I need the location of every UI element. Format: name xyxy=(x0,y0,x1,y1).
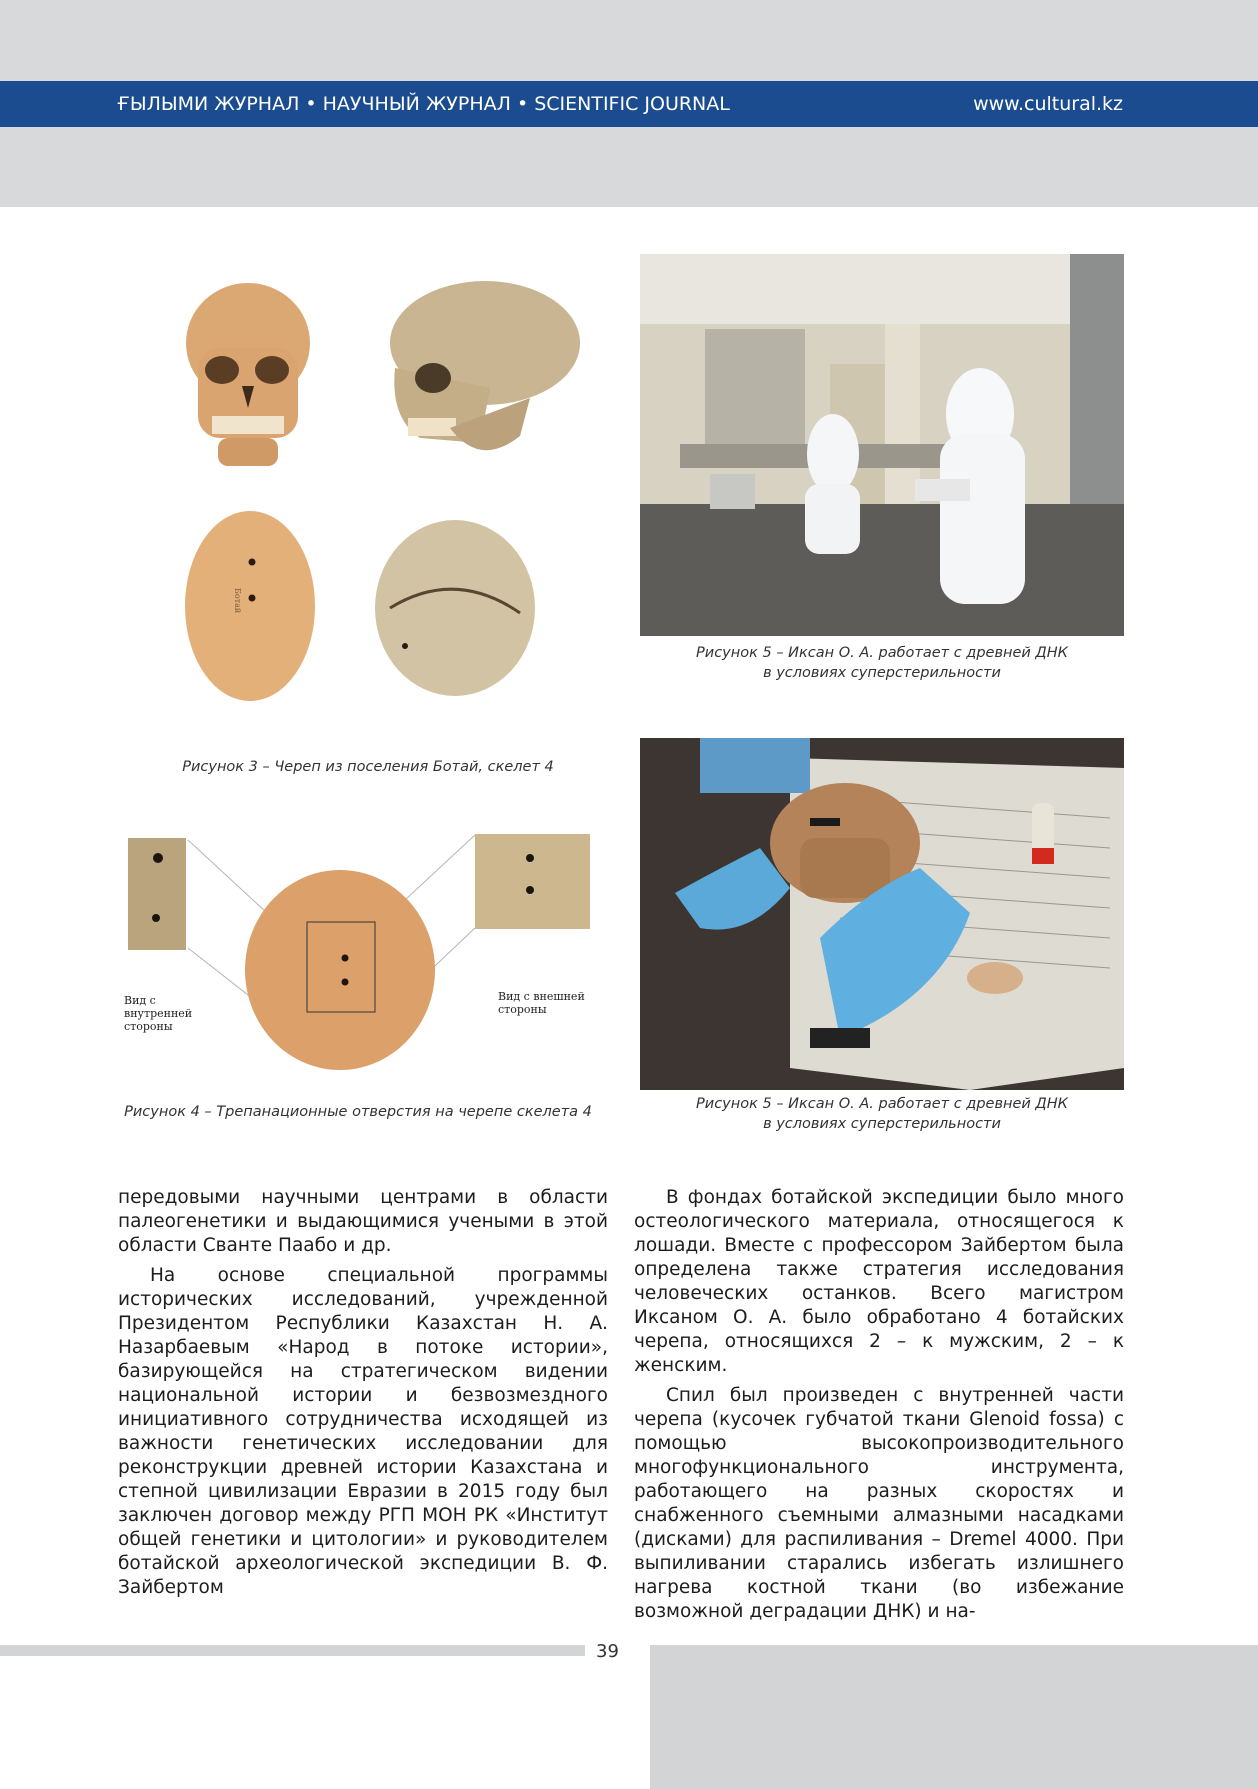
left-text-column xyxy=(118,1186,608,1606)
figure-5b-caption-line1: Рисунок 5 – Иксан О. А. работает с древней ДНК xyxy=(696,1096,1068,1112)
journal-title: ҒЫЛЫМИ ЖУРНАЛ • НАУЧНЫЙ ЖУРНАЛ • SCIENTIFIC JOURNAL xyxy=(117,93,730,115)
lab-photo xyxy=(640,254,1124,636)
trepanation-diagram xyxy=(120,830,600,1078)
figure-5b-sampling-photo xyxy=(640,738,1124,1090)
figure-5b-caption-line2: в условиях суперстерильности xyxy=(763,1116,1001,1132)
skull-photo xyxy=(150,268,590,738)
figure-5a-lab-photo xyxy=(640,254,1124,636)
journal-header xyxy=(0,81,1258,127)
svg-text:Ботай: Ботай xyxy=(233,588,242,614)
figure-4-trepanation xyxy=(120,830,600,1078)
footer-band xyxy=(650,1645,1258,1789)
inner-side-label: Вид с внутренней стороны xyxy=(124,994,193,1033)
website-link[interactable]: www.cultural.kz xyxy=(973,93,1123,115)
footer-rule xyxy=(0,1645,585,1656)
right-paragraph-1: В фондах ботайской экспедиции было много остеологического материала, относящегося к лошади. Вместе с профессором Зайбертом была определена также стратегия исследования человеческих останков. Всего магистром Иксаном О. А. было обработано 4 ботайских черепа, относящихся 2 – к мужским, 2 – к женским. xyxy=(634,1187,1124,1376)
figure-3-skull-views xyxy=(150,268,590,738)
outer-side-label: Вид с внешней стороны xyxy=(498,990,585,1016)
figure-5a-caption-line1: Рисунок 5 – Иксан О. А. работает с древней ДНК xyxy=(696,645,1068,661)
right-paragraph-2: Спил был произведен с внутренней части черепа (кусочек губчатой ткани Glenoid fossa) с помощью высокопроизводительного многофункционального инструмента, работающего на разных скоростях и снабженного съемными алмазными насадками (дисками) для распиливания – Dremel 4000. При выпиливании старались избегать излишнего нагрева костной ткани (во избежание возможной деградации ДНК) и на- xyxy=(634,1385,1124,1622)
left-paragraph-1: передовыми научными центрами в области палеогенетики и выдающимися учеными в этой области Сванте Паабо и др. xyxy=(118,1187,608,1256)
left-paragraph-2: На основе специальной программы исторических исследований, учрежденной Президентом Республики Казахстан Н. А. Назарбаевым «Народ в потоке истории», базирующейся на стратегическом видении национальной истории и безвозмездного инициативного сотрудничества исходящей из важности генетических исследовании для реконструкции древней истории Казахстана и степной цивилизации Евразии в 2015 году был заключен договор между РГП МОН РК «Институт общей генетики и цитологии» и руководителем ботайской археологической экспедиции В. Ф. Зайбертом xyxy=(118,1265,608,1598)
page-number: 39 xyxy=(596,1641,619,1662)
figure-4-caption: Рисунок 4 – Трепанационные отверстия на черепе скелета 4 xyxy=(124,1104,592,1120)
right-text-column xyxy=(634,1186,1124,1630)
figure-3-caption: Рисунок 3 – Череп из поселения Ботай, скелет 4 xyxy=(182,759,554,775)
figure-5a-caption-line2: в условиях суперстерильности xyxy=(763,665,1001,681)
sampling-photo xyxy=(640,738,1124,1090)
